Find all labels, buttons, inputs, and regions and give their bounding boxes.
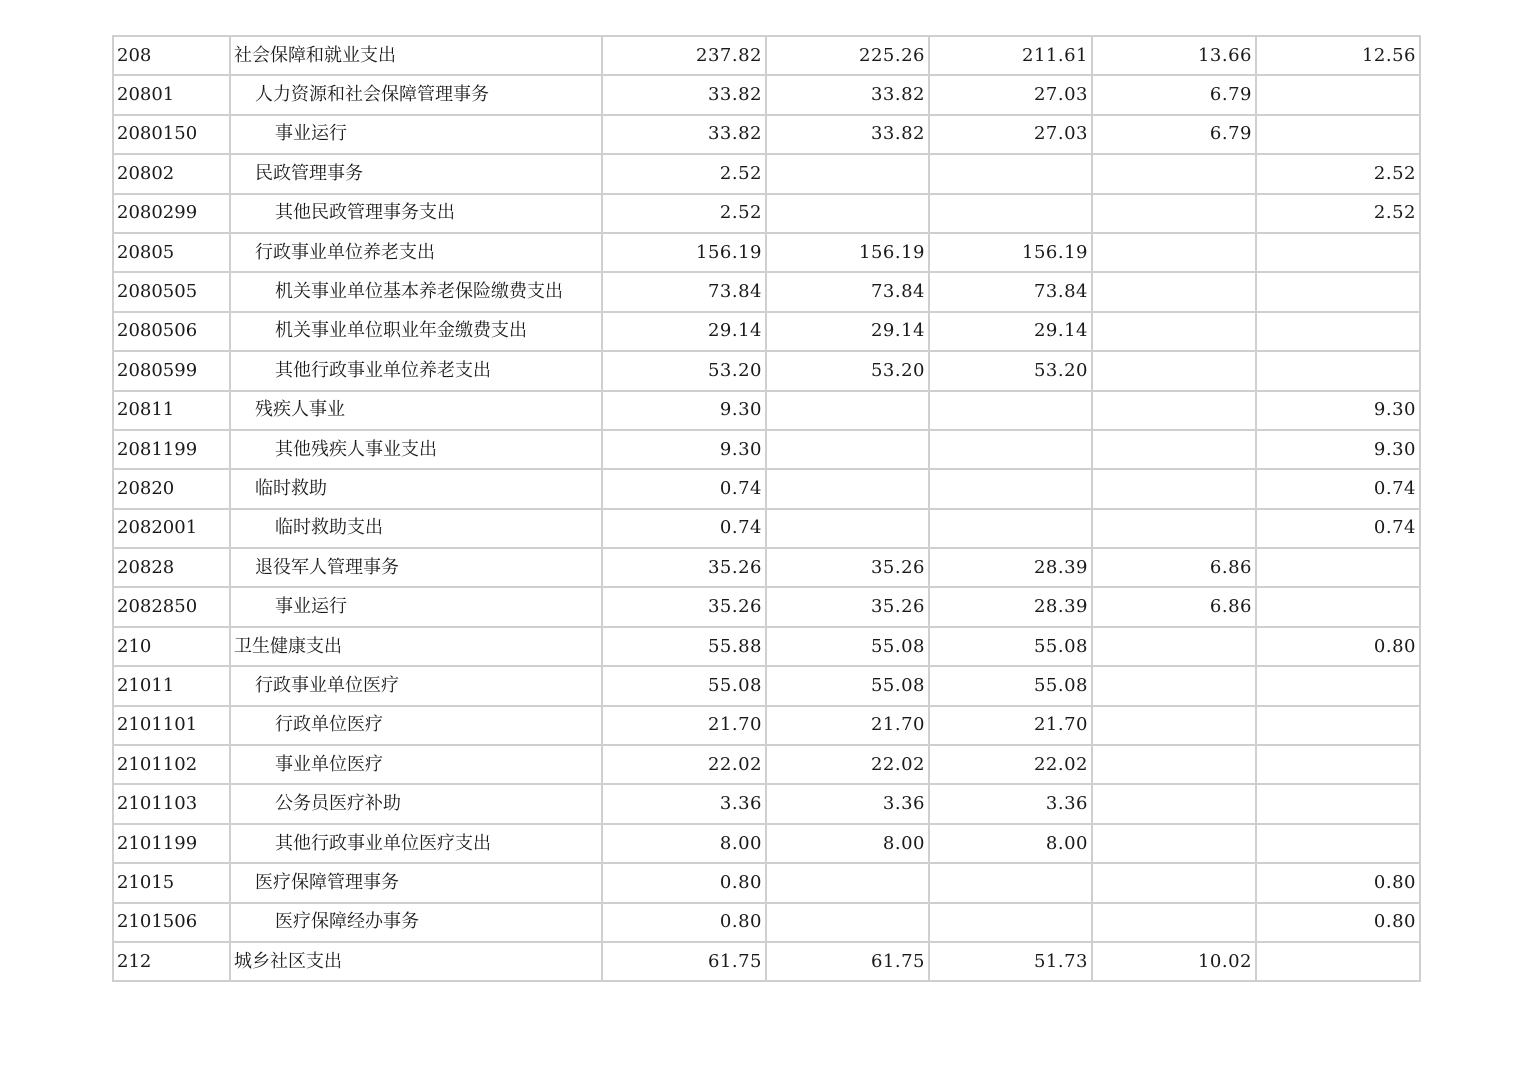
amount-cell: 8.00 [602, 824, 766, 863]
table-row [113, 430, 1420, 469]
amount-cell: 156.19 [602, 233, 766, 272]
subject-name-cell: 其他行政事业单位医疗支出 [230, 824, 602, 863]
amount-cell [1092, 863, 1256, 902]
amount-cell: 8.00 [929, 824, 1092, 863]
table-row [113, 587, 1420, 626]
amount-cell [929, 391, 1092, 430]
subject-code-cell: 20802 [113, 154, 230, 193]
amount-cell: 73.84 [766, 272, 929, 311]
subject-code-cell: 2101102 [113, 745, 230, 784]
amount-cell: 13.66 [1092, 36, 1256, 75]
amount-cell [1256, 706, 1420, 745]
amount-cell [766, 154, 929, 193]
subject-code-cell: 210 [113, 627, 230, 666]
amount-cell: 8.00 [766, 824, 929, 863]
subject-name-cell: 临时救助支出 [230, 509, 602, 548]
amount-cell: 55.08 [766, 627, 929, 666]
amount-cell [1256, 824, 1420, 863]
amount-cell: 6.86 [1092, 587, 1256, 626]
table-row [113, 706, 1420, 745]
subject-name-cell: 行政事业单位养老支出 [230, 233, 602, 272]
subject-name-cell: 人力资源和社会保障管理事务 [230, 75, 602, 114]
table-row [113, 154, 1420, 193]
amount-cell [929, 509, 1092, 548]
amount-cell: 22.02 [766, 745, 929, 784]
subject-code-cell: 2101199 [113, 824, 230, 863]
subject-code-cell: 2080505 [113, 272, 230, 311]
subject-code-cell: 2101103 [113, 784, 230, 823]
subject-name-cell: 其他行政事业单位养老支出 [230, 351, 602, 390]
amount-cell: 29.14 [929, 312, 1092, 351]
subject-code-cell: 20801 [113, 75, 230, 114]
amount-cell: 55.88 [602, 627, 766, 666]
amount-cell [1092, 666, 1256, 705]
table-row [113, 784, 1420, 823]
amount-cell: 61.75 [766, 942, 929, 981]
amount-cell: 27.03 [929, 115, 1092, 154]
amount-cell: 27.03 [929, 75, 1092, 114]
subject-code-cell: 2080299 [113, 194, 230, 233]
table-body [113, 36, 1420, 981]
amount-cell: 237.82 [602, 36, 766, 75]
amount-cell: 61.75 [602, 942, 766, 981]
amount-cell [1092, 351, 1256, 390]
table-row [113, 469, 1420, 508]
amount-cell [1256, 233, 1420, 272]
amount-cell [766, 194, 929, 233]
amount-cell [1092, 233, 1256, 272]
amount-cell: 2.52 [602, 154, 766, 193]
subject-name-cell: 其他残疾人事业支出 [230, 430, 602, 469]
amount-cell: 2.52 [1256, 194, 1420, 233]
amount-cell: 2.52 [602, 194, 766, 233]
amount-cell: 0.80 [602, 903, 766, 942]
amount-cell: 9.30 [1256, 391, 1420, 430]
amount-cell [1092, 194, 1256, 233]
amount-cell [1092, 391, 1256, 430]
table-row [113, 903, 1420, 942]
amount-cell [929, 903, 1092, 942]
amount-cell [766, 469, 929, 508]
subject-code-cell: 2101506 [113, 903, 230, 942]
table-row [113, 509, 1420, 548]
amount-cell: 53.20 [929, 351, 1092, 390]
amount-cell [1256, 587, 1420, 626]
amount-cell: 12.56 [1256, 36, 1420, 75]
amount-cell: 10.02 [1092, 942, 1256, 981]
amount-cell: 6.79 [1092, 75, 1256, 114]
amount-cell: 0.80 [1256, 903, 1420, 942]
amount-cell [929, 863, 1092, 902]
amount-cell: 21.70 [766, 706, 929, 745]
amount-cell: 2.52 [1256, 154, 1420, 193]
amount-cell [766, 391, 929, 430]
amount-cell [929, 194, 1092, 233]
amount-cell [1092, 627, 1256, 666]
table-row [113, 233, 1420, 272]
expenditure-table [112, 35, 1421, 982]
amount-cell [766, 903, 929, 942]
table-row [113, 863, 1420, 902]
amount-cell [1256, 745, 1420, 784]
amount-cell [1092, 784, 1256, 823]
table-row [113, 36, 1420, 75]
amount-cell: 55.08 [602, 666, 766, 705]
amount-cell: 55.08 [766, 666, 929, 705]
amount-cell: 3.36 [929, 784, 1092, 823]
amount-cell: 33.82 [766, 75, 929, 114]
subject-code-cell: 2080506 [113, 312, 230, 351]
table-row [113, 75, 1420, 114]
subject-code-cell: 212 [113, 942, 230, 981]
subject-name-cell: 其他民政管理事务支出 [230, 194, 602, 233]
amount-cell: 0.74 [602, 509, 766, 548]
amount-cell [1256, 548, 1420, 587]
amount-cell: 35.26 [602, 548, 766, 587]
amount-cell [766, 863, 929, 902]
amount-cell: 33.82 [602, 115, 766, 154]
amount-cell: 53.20 [766, 351, 929, 390]
subject-name-cell: 公务员医疗补助 [230, 784, 602, 823]
amount-cell [1256, 942, 1420, 981]
amount-cell: 211.61 [929, 36, 1092, 75]
amount-cell: 6.86 [1092, 548, 1256, 587]
amount-cell: 55.08 [929, 666, 1092, 705]
amount-cell: 29.14 [602, 312, 766, 351]
amount-cell: 9.30 [1256, 430, 1420, 469]
amount-cell: 73.84 [602, 272, 766, 311]
subject-name-cell: 医疗保障管理事务 [230, 863, 602, 902]
amount-cell: 3.36 [602, 784, 766, 823]
amount-cell: 33.82 [602, 75, 766, 114]
amount-cell [929, 469, 1092, 508]
amount-cell: 51.73 [929, 942, 1092, 981]
amount-cell [1092, 824, 1256, 863]
table-row [113, 666, 1420, 705]
amount-cell: 0.80 [1256, 627, 1420, 666]
table-row [113, 942, 1420, 981]
amount-cell: 9.30 [602, 430, 766, 469]
subject-code-cell: 20811 [113, 391, 230, 430]
amount-cell: 22.02 [929, 745, 1092, 784]
table-row [113, 194, 1420, 233]
subject-code-cell: 20820 [113, 469, 230, 508]
subject-code-cell: 2080599 [113, 351, 230, 390]
amount-cell: 28.39 [929, 548, 1092, 587]
subject-code-cell: 2080150 [113, 115, 230, 154]
amount-cell: 156.19 [929, 233, 1092, 272]
subject-code-cell: 20828 [113, 548, 230, 587]
table-row [113, 548, 1420, 587]
amount-cell: 0.80 [602, 863, 766, 902]
amount-cell [1092, 903, 1256, 942]
amount-cell [766, 509, 929, 548]
amount-cell [1092, 272, 1256, 311]
subject-name-cell: 机关事业单位职业年金缴费支出 [230, 312, 602, 351]
amount-cell: 53.20 [602, 351, 766, 390]
amount-cell [1256, 312, 1420, 351]
amount-cell [1092, 312, 1256, 351]
table-row [113, 824, 1420, 863]
amount-cell [1092, 509, 1256, 548]
subject-name-cell: 社会保障和就业支出 [230, 36, 602, 75]
amount-cell: 33.82 [766, 115, 929, 154]
subject-name-cell: 行政单位医疗 [230, 706, 602, 745]
amount-cell [1256, 784, 1420, 823]
amount-cell: 225.26 [766, 36, 929, 75]
amount-cell [1092, 745, 1256, 784]
subject-name-cell: 卫生健康支出 [230, 627, 602, 666]
amount-cell [766, 430, 929, 469]
subject-code-cell: 208 [113, 36, 230, 75]
table-row [113, 115, 1420, 154]
subject-name-cell: 城乡社区支出 [230, 942, 602, 981]
subject-code-cell: 20805 [113, 233, 230, 272]
table-row [113, 312, 1420, 351]
amount-cell: 28.39 [929, 587, 1092, 626]
subject-code-cell: 21011 [113, 666, 230, 705]
subject-name-cell: 事业运行 [230, 587, 602, 626]
subject-code-cell: 21015 [113, 863, 230, 902]
subject-name-cell: 残疾人事业 [230, 391, 602, 430]
amount-cell: 0.74 [1256, 469, 1420, 508]
amount-cell: 35.26 [766, 587, 929, 626]
amount-cell: 22.02 [602, 745, 766, 784]
subject-code-cell: 2082850 [113, 587, 230, 626]
amount-cell: 21.70 [929, 706, 1092, 745]
amount-cell [1256, 272, 1420, 311]
amount-cell: 9.30 [602, 391, 766, 430]
amount-cell: 29.14 [766, 312, 929, 351]
amount-cell: 0.74 [602, 469, 766, 508]
amount-cell [1256, 351, 1420, 390]
amount-cell: 73.84 [929, 272, 1092, 311]
subject-code-cell: 2082001 [113, 509, 230, 548]
amount-cell [1092, 469, 1256, 508]
subject-name-cell: 医疗保障经办事务 [230, 903, 602, 942]
subject-name-cell: 行政事业单位医疗 [230, 666, 602, 705]
amount-cell: 156.19 [766, 233, 929, 272]
table-row [113, 351, 1420, 390]
subject-name-cell: 事业单位医疗 [230, 745, 602, 784]
amount-cell [1256, 115, 1420, 154]
amount-cell [1092, 154, 1256, 193]
table-row [113, 272, 1420, 311]
table-row [113, 745, 1420, 784]
amount-cell [1092, 430, 1256, 469]
amount-cell: 6.79 [1092, 115, 1256, 154]
subject-name-cell: 民政管理事务 [230, 154, 602, 193]
amount-cell: 0.74 [1256, 509, 1420, 548]
subject-name-cell: 事业运行 [230, 115, 602, 154]
amount-cell: 55.08 [929, 627, 1092, 666]
amount-cell: 35.26 [766, 548, 929, 587]
table-row [113, 627, 1420, 666]
amount-cell: 35.26 [602, 587, 766, 626]
amount-cell [929, 430, 1092, 469]
amount-cell [1256, 75, 1420, 114]
amount-cell [1092, 706, 1256, 745]
amount-cell: 0.80 [1256, 863, 1420, 902]
subject-code-cell: 2101101 [113, 706, 230, 745]
table-row [113, 391, 1420, 430]
amount-cell: 3.36 [766, 784, 929, 823]
subject-name-cell: 临时救助 [230, 469, 602, 508]
amount-cell [929, 154, 1092, 193]
amount-cell: 21.70 [602, 706, 766, 745]
subject-name-cell: 退役军人管理事务 [230, 548, 602, 587]
subject-name-cell: 机关事业单位基本养老保险缴费支出 [230, 272, 602, 311]
subject-code-cell: 2081199 [113, 430, 230, 469]
amount-cell [1256, 666, 1420, 705]
